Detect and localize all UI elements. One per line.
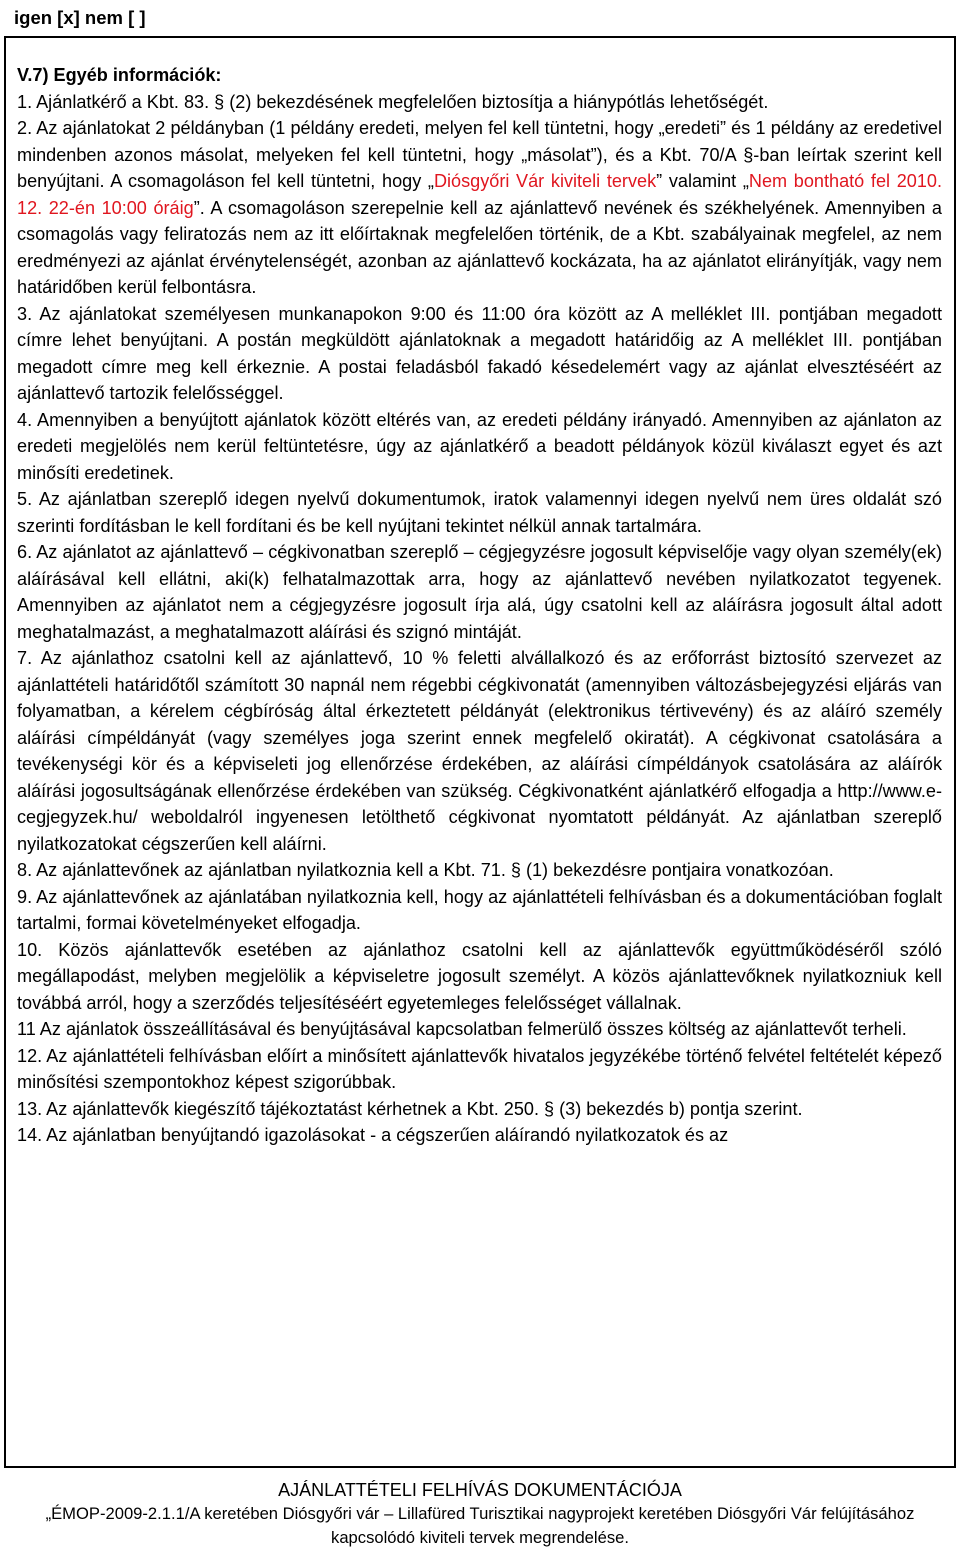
item-10: 10. Közös ajánlattevők esetében az ajánlathoz csatolni kell az ajánlattevők együttműködéséről szóló megállapodást, melyben megjelölik a képviseletre jogosult személyt. A közös ajánlattevőknek nyilatkozniuk kell továbbá arról, hogy a szerződés teljesítéséért egyetemleges felelősséget vállalnak. — [17, 939, 942, 1013]
item-2-text-b: ” valamint „ — [656, 171, 749, 191]
item-2-text-c: ”. A csomagoláson szerepelnie kell az ajánlattevő nevének és székhelyének. Amennyiben a csomagolás vagy feliratozás nem az itt előírtaknak megfelelően történik, de a Kbt. szabályainak megfelel, az nem eredményezi az ajánlat érvénytelenségét, azonban az ajánlattevő kockázata, ha az ajánlatot elirányítják, vagy nem határidőben kerül felbontásra. — [17, 197, 942, 297]
item-12: 12. Az ajánlattételi felhívásban előírt a minősített ajánlattevők hivatalos jegyzékébe történő felvétel feltételét képező minősítési szempontokhoz képest szigorúbbak. — [17, 1045, 942, 1092]
item-7: 7. Az ajánlathoz csatolni kell az ajánlattevő, 10 % feletti alvállalkozó és az erőforrást biztosító szervezet az ajánlattételi határidőtől számított 30 napnál nem régebbi cégkivonatát (amennyiben változásbejegyzési eljárás van folyamatban, a kérelem cégbíróság által érkeztetett példányát (elektronikus tértivevény) és az aláíró személy aláírási címpéldányát (vagy személyes joga szerint ennek megfelelő okiratát). A cégkivonat csatolására a tevékenységi kör és a képviseleti jog ellenőrzése érdekében, az aláírási címpéldányok csatolására az aláírók aláírási jogosultságának ellenőrzése érdekében van szükség. Cégkivonatként ajánlatkérő elfogadja a http://www.e-cegjegyzek.hu/ weboldalról ingyenesen letölthető cégkivonat nyomtatott példányát. Az ajánlatban szereplő nyilatkozatokat cégszerűen kell aláírni. — [17, 648, 942, 854]
item-6: 6. Az ajánlatot az ajánlattevő – cégkivonatban szereplő – cégjegyzésre jogosult képviselője vagy olyan személy(ek) aláírásával kell ellátni, aki(k) felhatalmazottak arra, hogy az ajánlattevő nevében nyilatkozatot tegyenek. Amennyiben az ajánlatot nem a cégjegyzésre jogosult írja alá, úgy csatolni kell az aláírásra jogosult által adott meghatalmazást, a meghatalmazott aláírási és szignó mintáját. — [17, 542, 942, 642]
item-5: 5. Az ajánlatban szereplő idegen nyelvű dokumentumok, iratok valamennyi idegen nyelvű nem üres oldalát szó szerinti fordításban le kell fordítani és be kell nyújtani tekintet nélkül annak tartalmára. — [17, 489, 942, 536]
answer-line: igen [x] nem [ ] — [14, 7, 146, 28]
item-8: 8. Az ajánlattevőnek az ajánlatban nyilatkoznia kell a Kbt. 71. § (1) bekezdésre pontjaira vonatkozóan. — [17, 860, 834, 880]
item-2-highlight-deadline: Nem bontható fel 2010. 12. 22-én 10:00 óráig — [17, 171, 942, 218]
item-11: 11 Az ajánlatok összeállításával és benyújtásával kapcsolatban felmerülő összes költség az ajánlattevőt terheli. — [17, 1019, 907, 1039]
info-section-frame — [4, 36, 956, 1468]
section-title: V.7) Egyéb információk: — [17, 65, 222, 85]
item-13: 13. Az ajánlattevők kiegészítő tájékoztatást kérhetnek a Kbt. 250. § (3) bekezdés b) pontja szerint. — [17, 1098, 803, 1119]
footer-project-line: „ÉMOP-2009-2.1.1/A keretében Diósgyőri vár – Lillafüred Turisztikai nagyprojekt keretében Diósgyőri Vár felújításához kapcsolódó kiviteli tervek megrendelése. — [45, 1504, 915, 1547]
page-footer — [0, 1478, 960, 1550]
item-9: 9. Az ajánlattevőnek az ajánlatában nyilatkoznia kell, hogy az ajánlattételi felhívásban és a dokumentációban foglalt tartalmi, formai követelményeket elfogadja. — [17, 886, 942, 933]
item-2-text-a: 2. Az ajánlatokat 2 példányban (1 példány eredeti, melyen fel kell tüntetni, hogy „eredeti” és 1 példány az eredetivel mindenben azonos másolat, melyeken fel kell tüntetni, hogy „másolat”), és a Kbt. 70/A §-ban leírtak szerint kell benyújtani. A csomagoláson fel kell tüntetni, hogy „ — [17, 118, 942, 191]
item-3: 3. Az ajánlatokat személyesen munkanapokon 9:00 és 11:00 óra között az A melléklet III. pontjában megadott címre lehet benyújtani. A postán megküldött ajánlatoknak a megadott határidőig az A melléklet III. pontjában megadott címre meg kell érkeznie. A postai feladásból fakadó késedelemért vagy az ajánlat elvesztéséért az ajánlattevő tartozik felelősséggel. — [17, 303, 942, 403]
item-1: 1. Ajánlatkérő a Kbt. 83. § (2) bekezdésének megfelelően biztosítja a hiánypótlás lehetőségét. — [17, 91, 769, 112]
item-4: 4. Amennyiben a benyújtott ajánlatok között eltérés van, az eredeti példány irányadó. Amennyiben az ajánlaton az eredeti megjelölés nem kerül feltüntetésre, úgy az ajánlatkérő a beadott példányok közül kiválaszt egyet és azt minősíti eredetinek. — [17, 409, 942, 483]
footer-title: AJÁNLATTÉTELI FELHÍVÁS DOKUMENTÁCIÓJA — [278, 1480, 682, 1500]
item-2-highlight-project: Diósgyőri Vár kiviteli tervek — [433, 171, 657, 191]
item-2 — [17, 115, 942, 301]
item-14: 14. Az ajánlatban benyújtandó igazolásokat - a cégszerűen aláírandó nyilatkozatok és az — [17, 1125, 729, 1145]
info-content — [6, 38, 954, 1149]
